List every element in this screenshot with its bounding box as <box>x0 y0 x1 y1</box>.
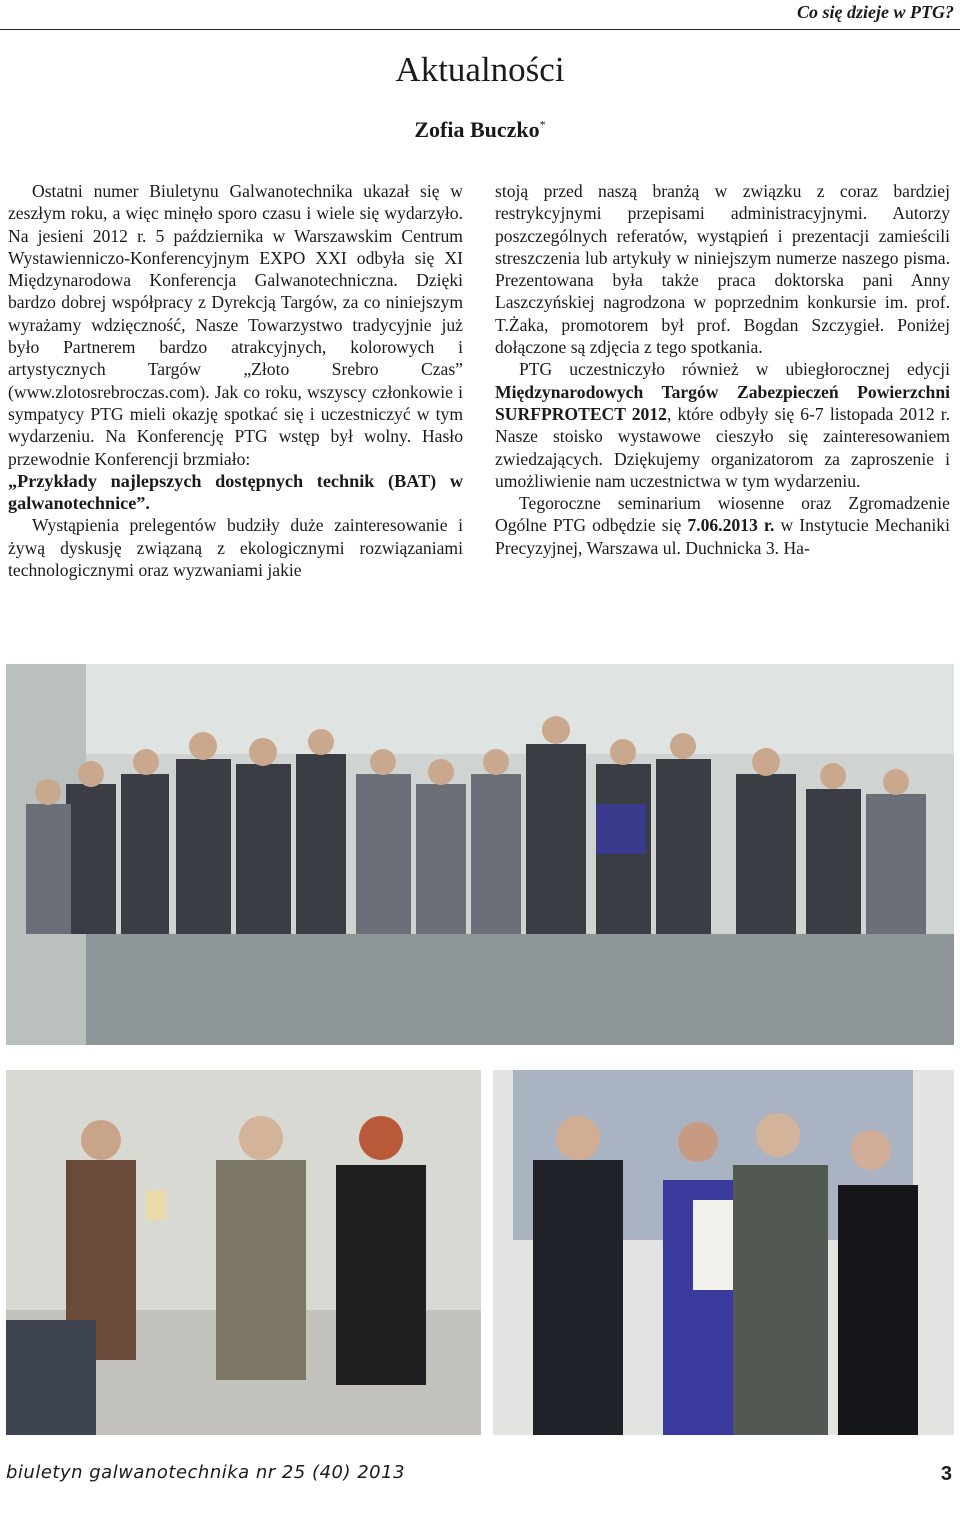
text-run: , które odbyły się 6-7 listopada 2012 r. Nasze stoisko wystawowe cieszyło się zainteresowaniem zwiedzających. Dziękujemy organizatorom za zaproszenie i umożliwienie nam uczestnictwa w tym wydarzeniu. <box>495 403 950 491</box>
author-footnote-mark: * <box>539 117 546 132</box>
article-author <box>0 117 960 143</box>
paragraph <box>495 492 950 559</box>
award-ceremony-photo <box>6 1070 481 1435</box>
paragraph: stoją przed naszą branżą w związku z coraz bardziej restrykcyjnymi przepisami administracyjnymi. Autorzy poszczególnych referatów, wystąpień i prezentacji zamieścili streszczenia lub artykuły w niniejszym numerze naszego pisma. Prezentowana była także praca doktorska pani Anny Laszczyńskiej nagrodzona w poprzednim konkursie im. prof. T.Żaka, promotorem był prof. Bogdan Szczygieł. Poniżej dołączone są zdjęcia z tego spotkania. <box>495 181 950 358</box>
paragraph: Ostatni numer Biuletynu Galwanotechnika ukazał się w zeszłym roku, a więc minęło sporo czasu i wiele się wydarzyło. Na jesieni 2012 r. 5 października w Warszawskim Centrum Wystawienniczo-Konferencyjnym EXPO XXI odbyła się XI Międzynarodowa Konferencja Galwanotechniczna. Dzięki bardzo dobrej współpracy z Dyrekcją Targów, za co niniejszym wyrażamy wdzięczność, Nasze Towarzystwo tradycyjnie już było Partnerem bardzo atrakcyjnych, kolorowych i artystycznych Targów „Złoto Srebro Czas” (www.zlotosrebroczas.com). Jak co roku, wszyscy członkowie i sympatycy PTG mieli okazję spotkać się i uczestniczyć w tym wydarzeniu. Na Konferencję PTG wstęp był wolny. Hasło przewodnie Konferencji brzmiało: <box>8 181 463 469</box>
header-divider <box>0 29 960 30</box>
text-run: Tegoroczne seminarium wiosenne oraz Zgromadzenie Ogólne PTG odbędzie się <box>495 493 950 536</box>
paragraph <box>495 358 950 492</box>
article-title: Aktualności <box>395 50 565 89</box>
event-name: Międzynarodowych Targów Zabezpieczeń Powierzchni SURFPROTECT 2012 <box>495 381 950 424</box>
page-number: 3 <box>940 1463 952 1485</box>
conference-motto: „Przykłady najlepszych dostępnych technik (BAT) w galwanotechnice”. <box>8 470 463 514</box>
footer-journal-title: biuletyn galwanotechnika nr 25 (40) 2013 <box>6 1462 406 1483</box>
text-run: PTG uczestniczyło również w ubiegłorocznej edycji <box>519 359 950 380</box>
right-column <box>495 180 950 559</box>
event-date: 7.06.2013 r. <box>687 515 775 536</box>
diploma-photo <box>493 1070 954 1435</box>
paragraph: Wystąpienia prelegentów budziły duże zainteresowanie i żywą dyskusję związaną z ekologicznymi rozwiązaniami technologicznymi oraz wyzwaniami jakie <box>8 515 463 581</box>
left-column <box>8 180 463 581</box>
section-header: Co się dzieje w PTG? <box>797 2 954 22</box>
text-run: w Instytucie Mechaniki Precyzyjnej, Warszawa ul. Duchnicka 3. Ha- <box>495 515 950 558</box>
group-photo <box>6 664 954 1045</box>
author-name: Zofia Buczko <box>414 117 540 142</box>
